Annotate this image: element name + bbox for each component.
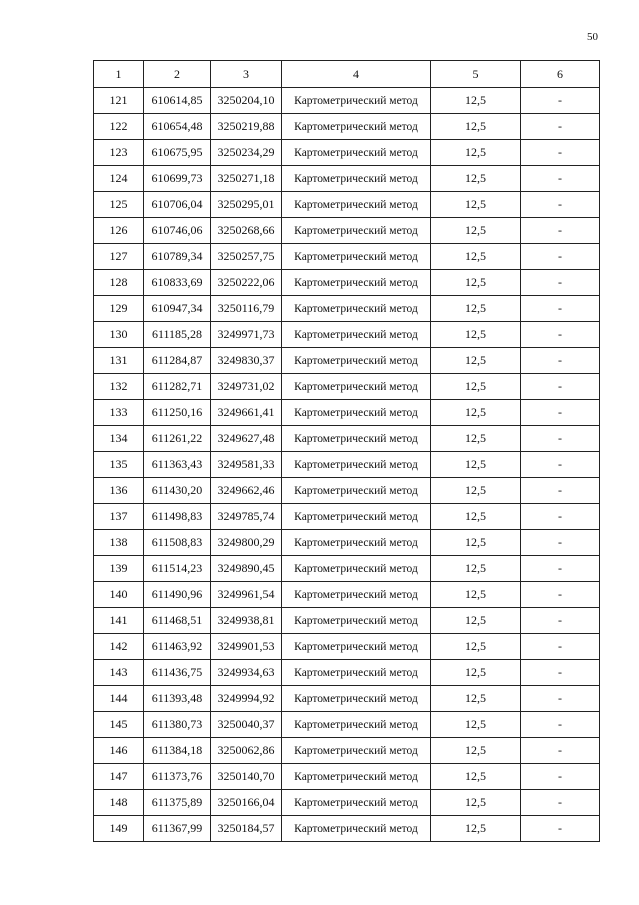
header-cell-point-number: 1 — [94, 61, 144, 88]
cell-accuracy: 12,5 — [431, 452, 521, 478]
cell-x: 611393,48 — [144, 686, 211, 712]
cell-method: Картометрический метод — [282, 140, 431, 166]
cell-point-number: 147 — [94, 764, 144, 790]
table-row — [94, 244, 600, 270]
cell-description: - — [521, 244, 600, 270]
cell-method: Картометрический метод — [282, 114, 431, 140]
cell-method: Картометрический метод — [282, 738, 431, 764]
cell-accuracy: 12,5 — [431, 114, 521, 140]
table-row — [94, 88, 600, 114]
cell-x: 610614,85 — [144, 88, 211, 114]
cell-description: - — [521, 608, 600, 634]
cell-y: 3250219,88 — [211, 114, 282, 140]
cell-method: Картометрический метод — [282, 348, 431, 374]
cell-y: 3249994,92 — [211, 686, 282, 712]
cell-x: 611373,76 — [144, 764, 211, 790]
cell-point-number: 140 — [94, 582, 144, 608]
cell-x: 611463,92 — [144, 634, 211, 660]
cell-description: - — [521, 764, 600, 790]
table-row — [94, 738, 600, 764]
cell-x: 610833,69 — [144, 270, 211, 296]
cell-point-number: 134 — [94, 426, 144, 452]
cell-point-number: 122 — [94, 114, 144, 140]
table-header — [94, 61, 600, 88]
cell-accuracy: 12,5 — [431, 634, 521, 660]
table-row — [94, 192, 600, 218]
cell-method: Картометрический метод — [282, 452, 431, 478]
cell-x: 611508,83 — [144, 530, 211, 556]
cell-description: - — [521, 660, 600, 686]
cell-accuracy: 12,5 — [431, 270, 521, 296]
cell-method: Картометрический метод — [282, 166, 431, 192]
cell-accuracy: 12,5 — [431, 400, 521, 426]
cell-accuracy: 12,5 — [431, 374, 521, 400]
cell-point-number: 126 — [94, 218, 144, 244]
cell-point-number: 129 — [94, 296, 144, 322]
cell-y: 3249581,33 — [211, 452, 282, 478]
cell-description: - — [521, 140, 600, 166]
cell-y: 3249971,73 — [211, 322, 282, 348]
cell-y: 3250257,75 — [211, 244, 282, 270]
table-row — [94, 608, 600, 634]
cell-description: - — [521, 400, 600, 426]
cell-accuracy: 12,5 — [431, 504, 521, 530]
cell-x: 611514,23 — [144, 556, 211, 582]
cell-method: Картометрический метод — [282, 374, 431, 400]
cell-point-number: 141 — [94, 608, 144, 634]
table-row — [94, 764, 600, 790]
cell-accuracy: 12,5 — [431, 582, 521, 608]
cell-y: 3250140,70 — [211, 764, 282, 790]
cell-point-number: 121 — [94, 88, 144, 114]
cell-y: 3250222,06 — [211, 270, 282, 296]
cell-description: - — [521, 374, 600, 400]
table-row — [94, 322, 600, 348]
cell-method: Картометрический метод — [282, 88, 431, 114]
cell-x: 611490,96 — [144, 582, 211, 608]
cell-accuracy: 12,5 — [431, 348, 521, 374]
cell-x: 610947,34 — [144, 296, 211, 322]
cell-point-number: 139 — [94, 556, 144, 582]
cell-point-number: 132 — [94, 374, 144, 400]
cell-x: 610675,95 — [144, 140, 211, 166]
table-row — [94, 374, 600, 400]
cell-description: - — [521, 816, 600, 842]
cell-accuracy: 12,5 — [431, 140, 521, 166]
cell-y: 3249661,41 — [211, 400, 282, 426]
cell-method: Картометрический метод — [282, 530, 431, 556]
header-cell-accuracy: 5 — [431, 61, 521, 88]
cell-point-number: 146 — [94, 738, 144, 764]
cell-method: Картометрический метод — [282, 400, 431, 426]
cell-description: - — [521, 88, 600, 114]
cell-x: 611185,28 — [144, 322, 211, 348]
cell-x: 611498,83 — [144, 504, 211, 530]
table-row — [94, 114, 600, 140]
cell-accuracy: 12,5 — [431, 426, 521, 452]
cell-accuracy: 12,5 — [431, 192, 521, 218]
cell-y: 3249938,81 — [211, 608, 282, 634]
cell-x: 610699,73 — [144, 166, 211, 192]
cell-x: 611367,99 — [144, 816, 211, 842]
table-row — [94, 582, 600, 608]
cell-x: 611384,18 — [144, 738, 211, 764]
cell-x: 611430,20 — [144, 478, 211, 504]
cell-point-number: 128 — [94, 270, 144, 296]
cell-x: 611250,16 — [144, 400, 211, 426]
cell-y: 3250116,79 — [211, 296, 282, 322]
cell-y: 3249800,29 — [211, 530, 282, 556]
page-number: 50 — [587, 31, 598, 43]
cell-x: 611375,89 — [144, 790, 211, 816]
header-cell-description: 6 — [521, 61, 600, 88]
cell-description: - — [521, 686, 600, 712]
cell-description: - — [521, 296, 600, 322]
cell-method: Картометрический метод — [282, 816, 431, 842]
cell-method: Картометрический метод — [282, 712, 431, 738]
cell-x: 610789,34 — [144, 244, 211, 270]
cell-point-number: 123 — [94, 140, 144, 166]
cell-point-number: 136 — [94, 478, 144, 504]
cell-y: 3250295,01 — [211, 192, 282, 218]
cell-y: 3250234,29 — [211, 140, 282, 166]
cell-point-number: 124 — [94, 166, 144, 192]
cell-point-number: 130 — [94, 322, 144, 348]
cell-accuracy: 12,5 — [431, 816, 521, 842]
table-row — [94, 348, 600, 374]
table-row — [94, 634, 600, 660]
cell-accuracy: 12,5 — [431, 738, 521, 764]
cell-description: - — [521, 738, 600, 764]
cell-method: Картометрический метод — [282, 218, 431, 244]
table-row — [94, 790, 600, 816]
cell-accuracy: 12,5 — [431, 244, 521, 270]
header-cell-x: 2 — [144, 61, 211, 88]
cell-x: 611282,71 — [144, 374, 211, 400]
cell-point-number: 143 — [94, 660, 144, 686]
cell-point-number: 133 — [94, 400, 144, 426]
cell-point-number: 148 — [94, 790, 144, 816]
table-row — [94, 270, 600, 296]
header-cell-y: 3 — [211, 61, 282, 88]
cell-point-number: 145 — [94, 712, 144, 738]
cell-accuracy: 12,5 — [431, 608, 521, 634]
cell-accuracy: 12,5 — [431, 296, 521, 322]
table-row — [94, 426, 600, 452]
cell-y: 3249890,45 — [211, 556, 282, 582]
cell-accuracy: 12,5 — [431, 686, 521, 712]
cell-method: Картометрический метод — [282, 686, 431, 712]
cell-y: 3250040,37 — [211, 712, 282, 738]
cell-description: - — [521, 426, 600, 452]
table-row — [94, 140, 600, 166]
cell-accuracy: 12,5 — [431, 88, 521, 114]
table-row — [94, 296, 600, 322]
cell-y: 3249934,63 — [211, 660, 282, 686]
header-cell-method: 4 — [282, 61, 431, 88]
cell-accuracy: 12,5 — [431, 790, 521, 816]
cell-description: - — [521, 348, 600, 374]
cell-description: - — [521, 114, 600, 140]
cell-method: Картометрический метод — [282, 608, 431, 634]
cell-y: 3249785,74 — [211, 504, 282, 530]
cell-description: - — [521, 452, 600, 478]
cell-accuracy: 12,5 — [431, 764, 521, 790]
coordinates-table — [93, 60, 600, 842]
cell-y: 3250271,18 — [211, 166, 282, 192]
cell-accuracy: 12,5 — [431, 530, 521, 556]
cell-x: 610746,06 — [144, 218, 211, 244]
table-row — [94, 816, 600, 842]
cell-method: Картометрический метод — [282, 478, 431, 504]
cell-y: 3249901,53 — [211, 634, 282, 660]
cell-method: Картометрический метод — [282, 556, 431, 582]
cell-y: 3249662,46 — [211, 478, 282, 504]
cell-description: - — [521, 556, 600, 582]
cell-method: Картометрический метод — [282, 504, 431, 530]
cell-x: 610654,48 — [144, 114, 211, 140]
cell-method: Картометрический метод — [282, 790, 431, 816]
table-row — [94, 218, 600, 244]
cell-accuracy: 12,5 — [431, 218, 521, 244]
cell-point-number: 144 — [94, 686, 144, 712]
cell-method: Картометрический метод — [282, 322, 431, 348]
cell-point-number: 149 — [94, 816, 144, 842]
cell-y: 3250204,10 — [211, 88, 282, 114]
cell-point-number: 137 — [94, 504, 144, 530]
table-row — [94, 166, 600, 192]
cell-y: 3250166,04 — [211, 790, 282, 816]
table-row — [94, 530, 600, 556]
cell-y: 3249830,37 — [211, 348, 282, 374]
header-row — [94, 61, 600, 88]
cell-description: - — [521, 478, 600, 504]
cell-description: - — [521, 218, 600, 244]
cell-accuracy: 12,5 — [431, 166, 521, 192]
table-row — [94, 504, 600, 530]
cell-point-number: 125 — [94, 192, 144, 218]
cell-accuracy: 12,5 — [431, 660, 521, 686]
cell-y: 3249961,54 — [211, 582, 282, 608]
table-row — [94, 400, 600, 426]
cell-description: - — [521, 192, 600, 218]
cell-method: Картометрический метод — [282, 426, 431, 452]
cell-accuracy: 12,5 — [431, 478, 521, 504]
cell-description: - — [521, 712, 600, 738]
cell-method: Картометрический метод — [282, 244, 431, 270]
cell-y: 3250268,66 — [211, 218, 282, 244]
cell-description: - — [521, 270, 600, 296]
cell-y: 3249731,02 — [211, 374, 282, 400]
cell-description: - — [521, 634, 600, 660]
cell-accuracy: 12,5 — [431, 322, 521, 348]
cell-method: Картометрический метод — [282, 634, 431, 660]
cell-description: - — [521, 582, 600, 608]
cell-description: - — [521, 504, 600, 530]
table-row — [94, 686, 600, 712]
table-row — [94, 478, 600, 504]
cell-point-number: 131 — [94, 348, 144, 374]
cell-method: Картометрический метод — [282, 270, 431, 296]
cell-x: 611436,75 — [144, 660, 211, 686]
cell-point-number: 138 — [94, 530, 144, 556]
cell-y: 3250184,57 — [211, 816, 282, 842]
cell-method: Картометрический метод — [282, 192, 431, 218]
cell-accuracy: 12,5 — [431, 556, 521, 582]
cell-description: - — [521, 322, 600, 348]
cell-point-number: 135 — [94, 452, 144, 478]
cell-description: - — [521, 790, 600, 816]
cell-x: 611363,43 — [144, 452, 211, 478]
cell-x: 611380,73 — [144, 712, 211, 738]
cell-accuracy: 12,5 — [431, 712, 521, 738]
table-row — [94, 452, 600, 478]
cell-x: 610706,04 — [144, 192, 211, 218]
cell-x: 611261,22 — [144, 426, 211, 452]
table-row — [94, 556, 600, 582]
table-body — [94, 88, 600, 842]
table-row — [94, 660, 600, 686]
cell-method: Картометрический метод — [282, 582, 431, 608]
cell-x: 611284,87 — [144, 348, 211, 374]
cell-point-number: 127 — [94, 244, 144, 270]
table-row — [94, 712, 600, 738]
cell-method: Картометрический метод — [282, 660, 431, 686]
cell-method: Картометрический метод — [282, 764, 431, 790]
cell-x: 611468,51 — [144, 608, 211, 634]
cell-description: - — [521, 530, 600, 556]
cell-description: - — [521, 166, 600, 192]
cell-method: Картометрический метод — [282, 296, 431, 322]
cell-y: 3250062,86 — [211, 738, 282, 764]
cell-point-number: 142 — [94, 634, 144, 660]
cell-y: 3249627,48 — [211, 426, 282, 452]
